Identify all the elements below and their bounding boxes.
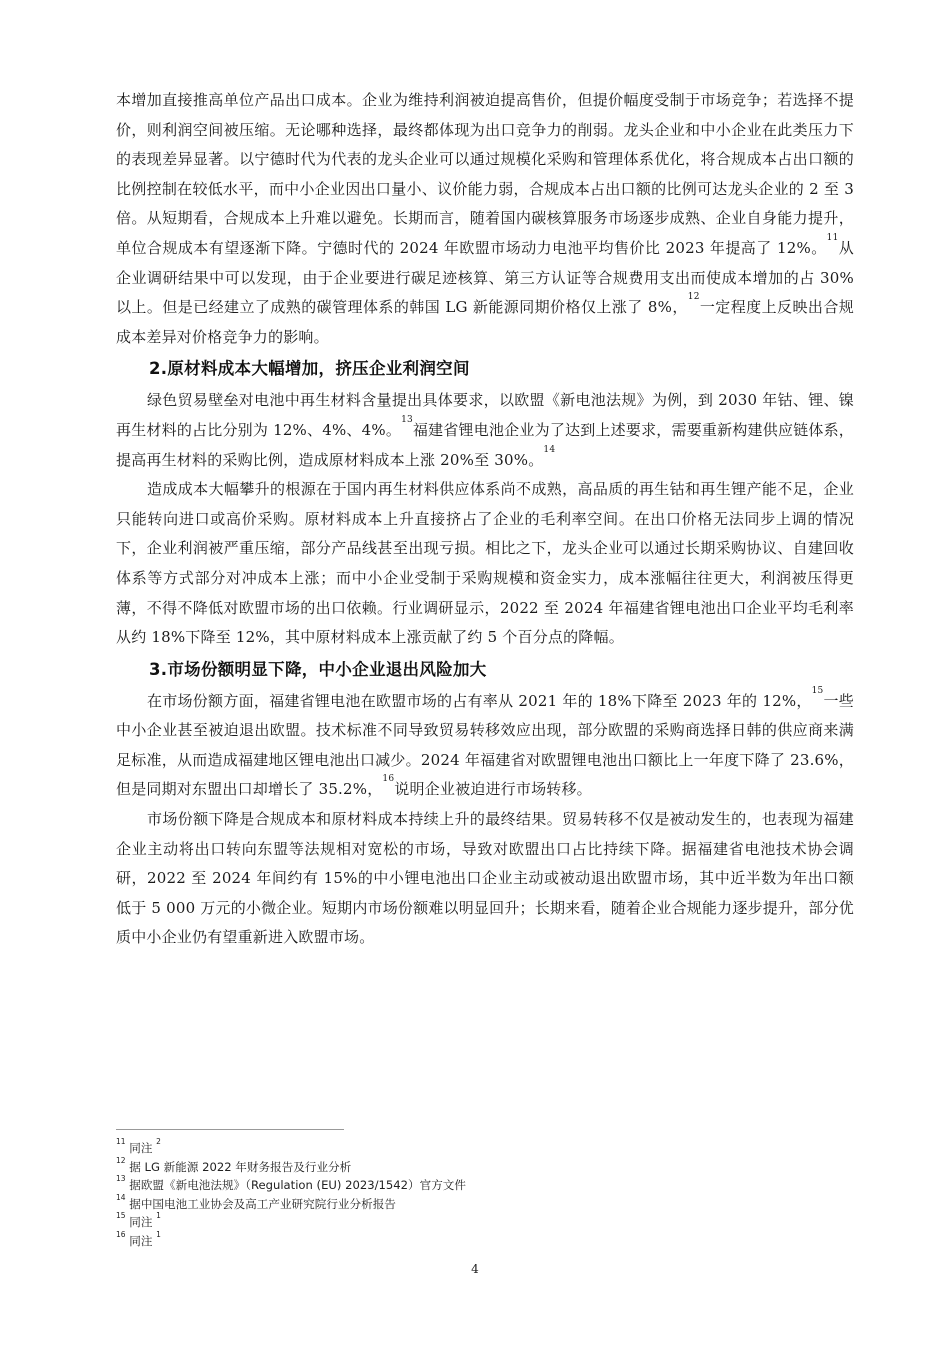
footnote-item: $^{14}$ 据中国电池工业协会及高工产业研究院行业分析报告 [116, 1192, 396, 1211]
footnote-item: $^{12}$ 据 LG 新能源 2022 年财务报告及行业分析 [116, 1155, 352, 1174]
footnote-ref[interactable]: 16 [382, 774, 395, 785]
paragraph-market-share: 在市场份额方面，福建省锂电池在欧盟市场的占有率从 2021 年的 18%下降至 2023 年的 12%，$^{15}$一些中小企业甚至被迫退出欧盟。技术标准不同导致贸易转移效应出现，部分欧盟的采购商选择日韩的供应商来满足标准，从而造成福建地区锂电池出口减少。2024 年福建省对欧盟锂电池出口额比上一年度下降了 23.6%，但是同期对东盟出口却增长了 35.2%，$^{16}$说明企业被迫进行市场转移。 [116, 685, 854, 799]
section-heading-market-share: 3.市场份额明显下降，中小企业退出风险加大 [149, 659, 487, 679]
footnote-ref[interactable]: 14 [543, 444, 556, 455]
paragraph-compliance-cost: 本增加直接推高单位产品出口成本。企业为维持利润被迫提高售价，但提价幅度受制于市场竞争；若选择不提价，则利润空间被压缩。无论哪种选择，最终都体现为出口竞争力的削弱。龙头企业和中小企业在此类压力下的表现差异显著。以宁德时代为代表的龙头企业可以通过规模化采购和管理体系优化，将合规成本占出口额的比例控制在较低水平，而中小企业因出口量小、议价能力弱，合规成本占出口额的比例可达龙头企业的 2 至 3 倍。从短期看，合规成本上升难以避免。长期而言，随着国内碳核算服务市场逐步成熟、企业自身能力提升，单位合规成本有望逐渐下降。宁德时代的 2024 年欧盟市场动力电池平均售价比 2023 年提高了 12%。$^{11}$从企业调研结果中可以发现，由于企业要进行碳足迹核算、第三方认证等合规费用支出而使成本增加的占 30%以上。但是已经建立了成熟的碳管理体系的韩国 LG 新能源同期价格仅上涨了 8%，$^{12}$一定程度上反映出合规成本差异对价格竞争力的影响。 [116, 91, 855, 346]
footnote-item: $^{16}$ 同注 $^1$ [116, 1229, 161, 1248]
footnote-ref[interactable]: 15 [811, 685, 824, 696]
paragraph-cost-root-cause: 造成成本大幅攀升的根源在于国内再生材料供应体系尚不成熟，高品质的再生钴和再生锂产能不足，企业只能转向进口或高价采购。原材料成本上升直接挤占了企业的毛利率空间。在出口价格无法同步上调的情况下，企业利润被严重压缩，部分产品线甚至出现亏损。相比之下，龙头企业可以通过长期采购协议、自建回收体系等方式部分对冲成本上涨；而中小企业受制于采购规模和资金实力，成本涨幅往往更大，利润被压得更薄，不得不降低对欧盟市场的出口依赖。行业调研显示，2022 至 2024 年福建省锂电池出口企业平均毛利率从约 18%下降至 12%，其中原材料成本上涨贡献了约 5 个百分点的降幅。 [116, 480, 854, 647]
section-heading-raw-material: 2.原材料成本大幅增加，挤压企业利润空间 [149, 359, 470, 379]
page-number: 4 [471, 1262, 479, 1276]
paragraph-recycled-material: 绿色贸易壁垒对电池中再生材料含量提出具体要求，以欧盟《新电池法规》为例，到 2030 年钴、锂、镍再生材料的占比分别为 12%、4%、4%。$^{13}$福建省锂电池企业为了达到上述要求，需要重新构建供应链体系，提高再生材料的采购比例，造成原材料成本上涨 20%至 30%。$^{14}$ [116, 391, 854, 469]
footnotes [116, 1129, 816, 1251]
paragraph-market-exit: 市场份额下降是合规成本和原材料成本持续上升的最终结果。贸易转移不仅是被动发生的，也表现为福建企业主动将出口转向东盟等法规相对宽松的市场，导致对欧盟出口占比持续下降。据福建省电池技术协会调研，2022 至 2024 年间约有 15%的中小锂电池出口企业主动或被动退出欧盟市场，其中近半数为年出口额低于 5 000 万元的小微企业。短期内市场份额难以明显回升；长期来看，随着企业合规能力逐步提升，部分优质中小企业仍有望重新进入欧盟市场。 [116, 810, 854, 947]
footnote-item: $^{11}$ 同注 $^2$ [116, 1137, 161, 1155]
document-body [116, 86, 854, 953]
footnote-divider [116, 1129, 344, 1130]
footnote-item: $^{15}$ 同注 $^1$ [116, 1211, 161, 1230]
footnote-ref[interactable]: 11 [826, 232, 839, 243]
footnote-ref[interactable]: 13 [401, 414, 413, 425]
footnote-item: $^{13}$ 据欧盟《新电池法规》（Regulation (EU) 2023/1542）官方文件 [116, 1174, 466, 1193]
footnote-ref[interactable]: 12 [687, 292, 700, 303]
